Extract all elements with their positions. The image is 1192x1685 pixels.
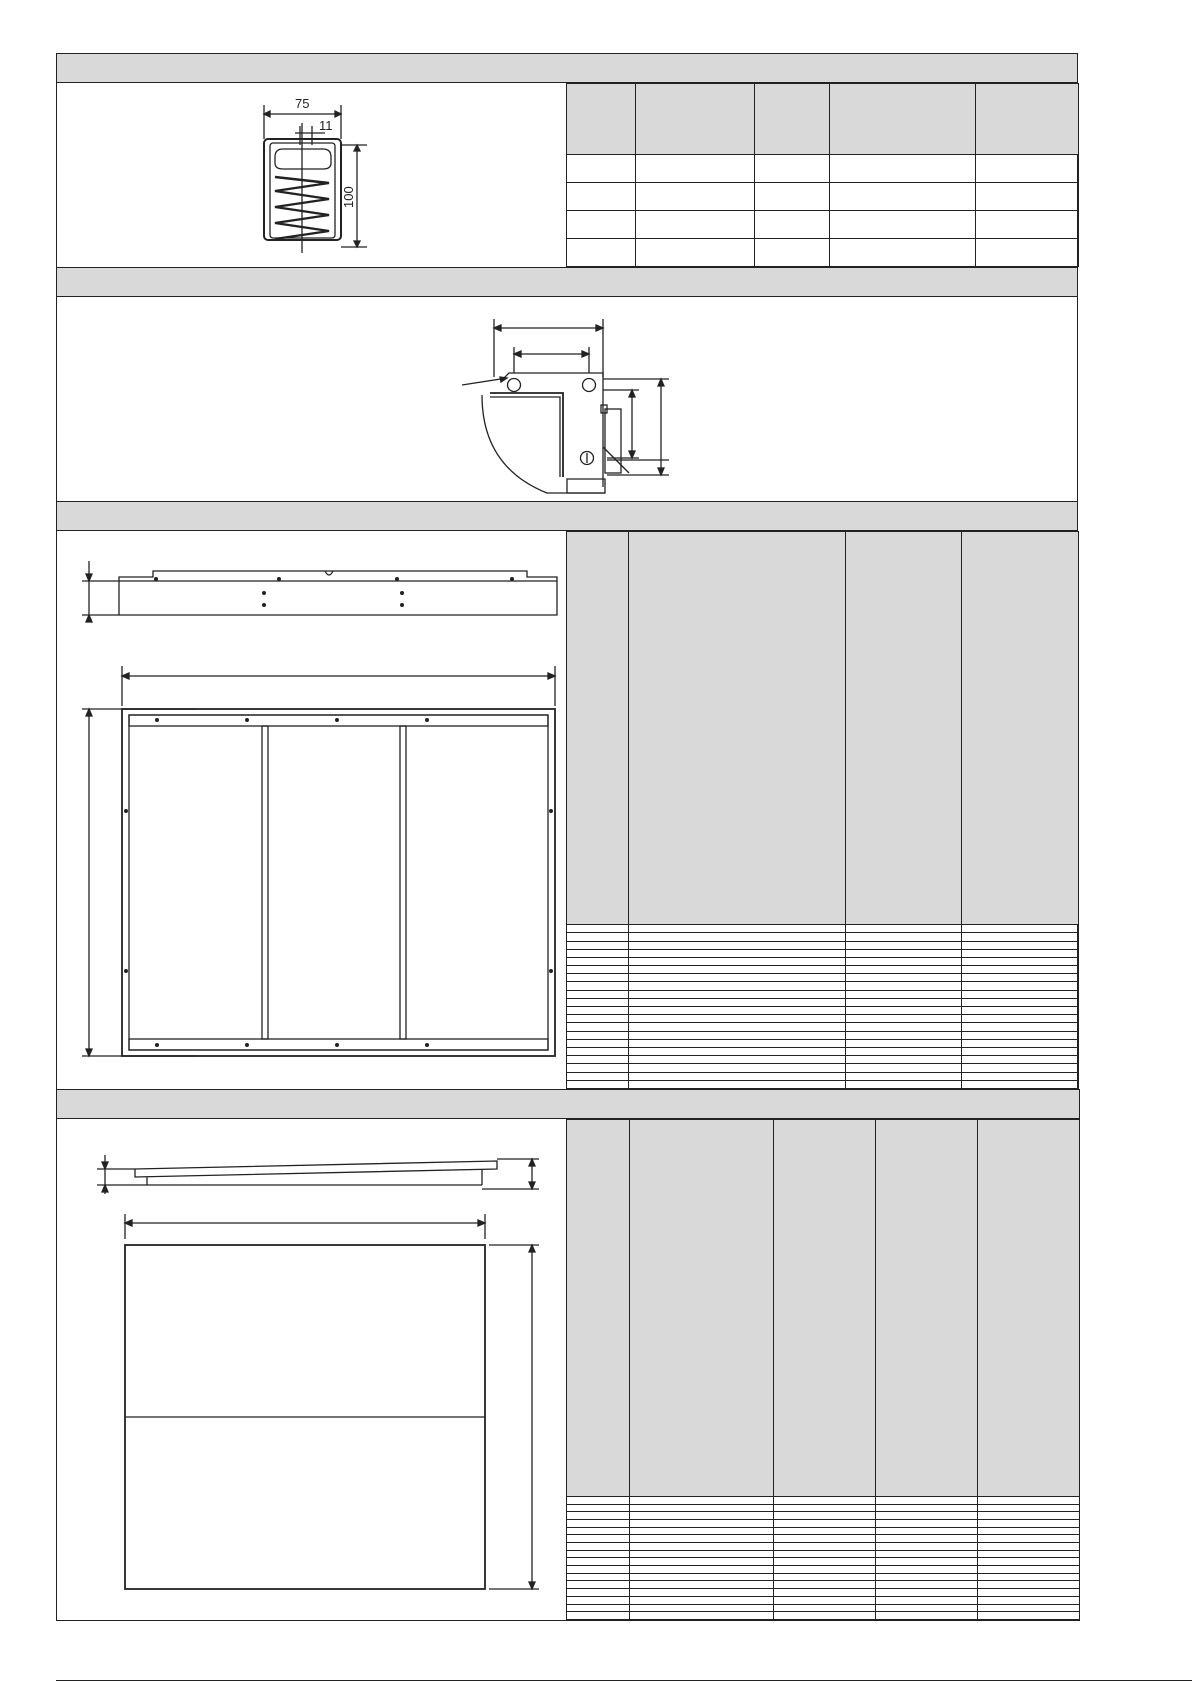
table-cell — [755, 239, 830, 267]
table-cell — [962, 1015, 1079, 1023]
table-cell — [567, 1072, 629, 1080]
table-cell — [567, 974, 629, 982]
table-row — [567, 183, 1079, 211]
table-cell — [567, 1527, 630, 1535]
section-header — [57, 502, 1077, 531]
table-cell — [774, 1596, 876, 1604]
table-cell — [567, 1496, 630, 1504]
table-cell — [567, 925, 629, 933]
table-cell — [567, 1596, 630, 1604]
table-row — [567, 966, 1079, 974]
table-cell — [962, 1031, 1079, 1039]
table-cell — [962, 949, 1079, 957]
table-header — [567, 532, 629, 925]
table-cell — [629, 1031, 846, 1039]
table-cell — [629, 998, 846, 1006]
table-row — [567, 1566, 1080, 1574]
table-cell — [567, 1566, 630, 1574]
table-cell — [962, 1039, 1079, 1047]
table-cell — [636, 155, 755, 183]
table-cell — [978, 1589, 1080, 1597]
table-cell — [630, 1573, 774, 1581]
table-cell — [876, 1527, 978, 1535]
table-cell — [876, 1589, 978, 1597]
table-cell — [629, 1039, 846, 1047]
panel-drawing-icon — [57, 1119, 567, 1621]
table-cell — [629, 1007, 846, 1015]
table-header — [830, 84, 976, 155]
table-cell — [636, 211, 755, 239]
table-cell — [876, 1496, 978, 1504]
table-cell — [629, 933, 846, 941]
spec-table-1 — [566, 83, 1079, 267]
table-cell — [962, 990, 1079, 998]
section-header — [57, 54, 1077, 83]
table-cell — [567, 1558, 630, 1566]
table-cell — [636, 183, 755, 211]
table-cell — [846, 1015, 962, 1023]
table-cell — [978, 1573, 1080, 1581]
table-cell — [846, 974, 962, 982]
table-row — [567, 1589, 1080, 1597]
table-cell — [630, 1589, 774, 1597]
frame-drawing-icon — [57, 531, 567, 1089]
table-row — [567, 1558, 1080, 1566]
table-row — [567, 155, 1079, 183]
table-cell — [846, 1064, 962, 1072]
table-header — [876, 1120, 978, 1497]
table-cell — [830, 211, 976, 239]
table-cell — [976, 155, 1079, 183]
table-header — [567, 84, 636, 155]
table-cell — [846, 1047, 962, 1055]
table-cell — [876, 1566, 978, 1574]
table-header — [630, 1120, 774, 1497]
table-cell — [978, 1519, 1080, 1527]
table-row — [567, 1596, 1080, 1604]
table-cell — [774, 1550, 876, 1558]
table-row — [567, 1519, 1080, 1527]
table-row — [567, 1512, 1080, 1520]
table-cell — [846, 941, 962, 949]
dim-height: 100 — [341, 186, 356, 208]
table-cell — [774, 1573, 876, 1581]
table-header — [978, 1120, 1080, 1497]
table-cell — [846, 949, 962, 957]
table-cell — [876, 1573, 978, 1581]
table-cell — [567, 1512, 630, 1520]
table-cell — [630, 1581, 774, 1589]
section-header — [57, 268, 1077, 297]
table-cell — [774, 1512, 876, 1520]
table-cell — [830, 239, 976, 267]
table-row — [567, 941, 1079, 949]
table-header — [636, 84, 755, 155]
table-cell — [629, 1064, 846, 1072]
table-row — [567, 925, 1079, 933]
dim-offset: 11 — [319, 118, 333, 133]
table-cell — [567, 1023, 629, 1031]
table-cell — [629, 974, 846, 982]
table-cell — [962, 1007, 1079, 1015]
table-cell — [976, 183, 1079, 211]
spec-table-frame — [566, 531, 1079, 1089]
table-cell — [630, 1527, 774, 1535]
table-cell — [876, 1550, 978, 1558]
table-row — [567, 1080, 1079, 1088]
table-cell — [846, 982, 962, 990]
table-cell — [962, 1056, 1079, 1064]
table-cell — [876, 1558, 978, 1566]
table-row — [567, 1612, 1080, 1620]
table-cell — [629, 957, 846, 965]
section-spring — [56, 53, 1078, 268]
table-cell — [567, 1543, 630, 1551]
table-cell — [774, 1589, 876, 1597]
table-cell — [774, 1527, 876, 1535]
table-cell — [962, 1023, 1079, 1031]
table-cell — [567, 1056, 629, 1064]
table-row — [567, 1031, 1079, 1039]
table-row — [567, 990, 1079, 998]
panel-table-body — [567, 1496, 1080, 1619]
table-cell — [978, 1566, 1080, 1574]
table-row — [567, 1573, 1080, 1581]
table-cell — [567, 949, 629, 957]
table-cell — [567, 1535, 630, 1543]
table-cell — [962, 941, 1079, 949]
table-cell — [978, 1543, 1080, 1551]
table-row — [567, 1535, 1080, 1543]
table-cell — [978, 1535, 1080, 1543]
table-cell — [876, 1504, 978, 1512]
table-cell — [978, 1581, 1080, 1589]
table-cell — [630, 1496, 774, 1504]
table-cell — [978, 1527, 1080, 1535]
table-cell — [846, 1031, 962, 1039]
table-cell — [774, 1581, 876, 1589]
table-cell — [629, 1023, 846, 1031]
table-cell — [567, 1581, 630, 1589]
table-cell — [567, 1047, 629, 1055]
table-cell — [567, 957, 629, 965]
table-cell — [567, 1573, 630, 1581]
table-cell — [567, 1550, 630, 1558]
table-cell — [567, 933, 629, 941]
table-cell — [567, 1589, 630, 1597]
table-cell — [976, 211, 1079, 239]
table-row — [567, 998, 1079, 1006]
section-header — [57, 1090, 1079, 1119]
table-row — [567, 1543, 1080, 1551]
table-cell — [846, 990, 962, 998]
table-cell — [629, 982, 846, 990]
table-row — [567, 1047, 1079, 1055]
table-cell — [636, 239, 755, 267]
table-cell — [629, 925, 846, 933]
table-header — [976, 84, 1079, 155]
table-cell — [630, 1566, 774, 1574]
table-cell — [830, 155, 976, 183]
table-cell — [774, 1604, 876, 1612]
table-row — [567, 1550, 1080, 1558]
table-cell — [978, 1558, 1080, 1566]
table-header — [567, 1120, 630, 1497]
table-cell — [962, 957, 1079, 965]
table-cell — [962, 1072, 1079, 1080]
table-cell — [978, 1612, 1080, 1620]
table-cell — [846, 998, 962, 1006]
table-cell — [629, 1056, 846, 1064]
table-cell — [567, 1612, 630, 1620]
table-row — [567, 1023, 1079, 1031]
table-row — [567, 1604, 1080, 1612]
table-cell — [846, 1007, 962, 1015]
table-cell — [567, 1519, 630, 1527]
table-cell — [630, 1504, 774, 1512]
table-cell — [567, 966, 629, 974]
table-cell — [846, 966, 962, 974]
table-cell — [774, 1496, 876, 1504]
table-cell — [876, 1604, 978, 1612]
table-cell — [629, 1015, 846, 1023]
table-cell — [774, 1612, 876, 1620]
table-cell — [876, 1512, 978, 1520]
table-cell — [978, 1496, 1080, 1504]
table-cell — [630, 1550, 774, 1558]
table-cell — [978, 1504, 1080, 1512]
table-cell — [962, 1080, 1079, 1088]
table-row — [567, 1527, 1080, 1535]
table-cell — [629, 1047, 846, 1055]
table-cell — [846, 957, 962, 965]
table-row — [567, 1056, 1079, 1064]
page-footer-rule — [56, 1680, 1192, 1681]
table-cell — [978, 1604, 1080, 1612]
table-cell — [567, 1064, 629, 1072]
table-row — [567, 933, 1079, 941]
table-cell — [846, 925, 962, 933]
table-cell — [567, 1080, 629, 1088]
table-cell — [567, 1039, 629, 1047]
table-cell — [876, 1519, 978, 1527]
table-cell — [567, 998, 629, 1006]
table-cell — [978, 1550, 1080, 1558]
table-row — [567, 1007, 1079, 1015]
table-cell — [774, 1519, 876, 1527]
table-cell — [755, 211, 830, 239]
table-cell — [978, 1512, 1080, 1520]
table-cell — [876, 1581, 978, 1589]
table-cell — [976, 239, 1079, 267]
table-cell — [630, 1519, 774, 1527]
table-cell — [830, 183, 976, 211]
table-row — [567, 239, 1079, 267]
table-cell — [774, 1566, 876, 1574]
table-cell — [630, 1612, 774, 1620]
table-cell — [629, 1072, 846, 1080]
table-row — [567, 1504, 1080, 1512]
table-cell — [962, 966, 1079, 974]
table-cell — [962, 1047, 1079, 1055]
frame-table-body — [567, 925, 1079, 1089]
table-cell — [567, 1031, 629, 1039]
table-cell — [630, 1512, 774, 1520]
table-row — [567, 974, 1079, 982]
table-cell — [629, 990, 846, 998]
table-row — [567, 211, 1079, 239]
table-cell — [962, 925, 1079, 933]
table-cell — [876, 1612, 978, 1620]
table-row — [567, 949, 1079, 957]
table-cell — [962, 974, 1079, 982]
table-cell — [978, 1596, 1080, 1604]
spec-table-panel — [566, 1119, 1080, 1620]
table-cell — [567, 941, 629, 949]
table-cell — [962, 1064, 1079, 1072]
dim-width: 75 — [295, 96, 310, 111]
table-cell — [629, 949, 846, 957]
table-cell — [567, 1604, 630, 1612]
table-header — [774, 1120, 876, 1497]
table-cell — [876, 1535, 978, 1543]
table-cell — [630, 1596, 774, 1604]
table-cell — [630, 1543, 774, 1551]
table-cell — [755, 183, 830, 211]
table-cell — [567, 1007, 629, 1015]
table-cell — [629, 1080, 846, 1088]
table-cell — [846, 1072, 962, 1080]
table-cell — [846, 1056, 962, 1064]
table-cell — [755, 155, 830, 183]
table-cell — [846, 1039, 962, 1047]
table-row — [567, 1496, 1080, 1504]
table-header — [755, 84, 830, 155]
table-cell — [876, 1596, 978, 1604]
table-cell — [962, 982, 1079, 990]
table-cell — [567, 990, 629, 998]
table-header — [962, 532, 1079, 925]
table-row — [567, 982, 1079, 990]
table-cell — [774, 1504, 876, 1512]
table-cell — [629, 966, 846, 974]
table-cell — [774, 1535, 876, 1543]
table-row — [567, 957, 1079, 965]
table-cell — [567, 982, 629, 990]
table-cell — [774, 1558, 876, 1566]
table-cell — [567, 239, 636, 267]
table-cell — [567, 1504, 630, 1512]
table-cell — [846, 1080, 962, 1088]
table-row — [567, 1581, 1080, 1589]
table-row — [567, 1039, 1079, 1047]
table-cell — [774, 1543, 876, 1551]
corner-bracket-drawing-icon — [57, 297, 1077, 502]
section-bracket — [56, 267, 1078, 502]
table-cell — [876, 1543, 978, 1551]
table-header — [846, 532, 962, 925]
table-cell — [629, 941, 846, 949]
table-cell — [962, 933, 1079, 941]
table-cell — [567, 155, 636, 183]
section-panel — [56, 1089, 1080, 1621]
table-cell — [630, 1604, 774, 1612]
table-cell — [567, 1015, 629, 1023]
table-cell — [846, 933, 962, 941]
section-frame — [56, 501, 1078, 1090]
table-cell — [962, 998, 1079, 1006]
table-cell — [630, 1558, 774, 1566]
table-cell — [567, 211, 636, 239]
table-cell — [630, 1535, 774, 1543]
spring-latch-drawing-icon — [57, 83, 567, 268]
table-header — [629, 532, 846, 925]
table-cell — [567, 183, 636, 211]
table-cell — [846, 1023, 962, 1031]
table-row — [567, 1072, 1079, 1080]
table-row — [567, 1015, 1079, 1023]
table-row — [567, 1064, 1079, 1072]
